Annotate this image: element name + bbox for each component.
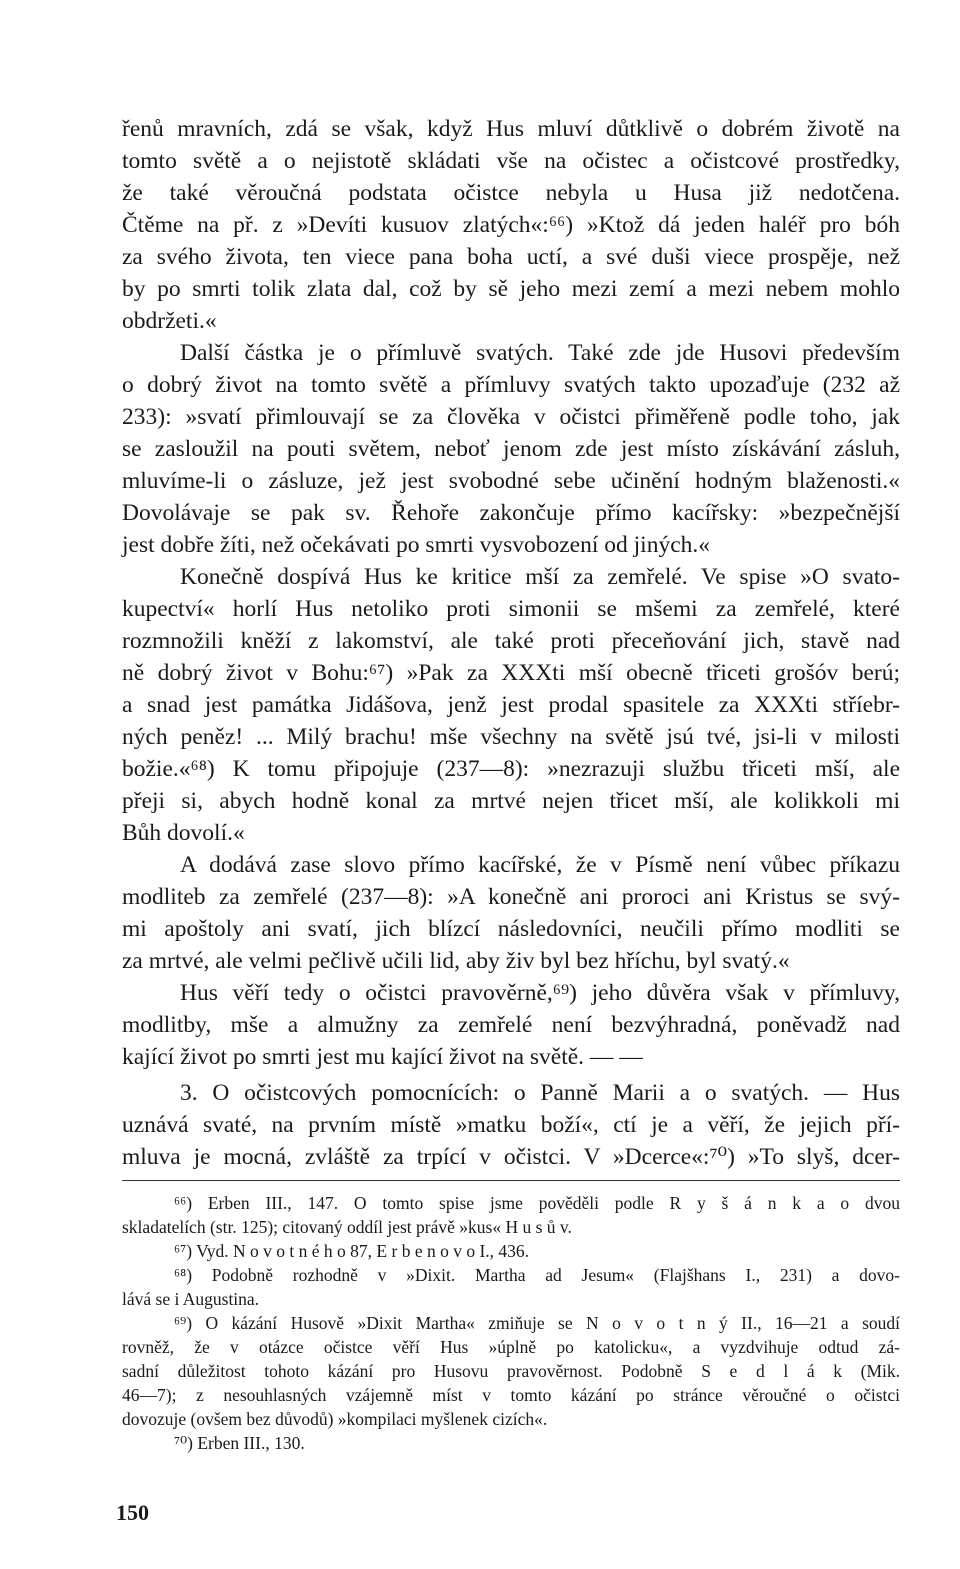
- text-line: obdržeti.«: [122, 308, 217, 334]
- text-line: řenů mravních, zdá se však, když Hus mluví důtklivě o dobrém životě na: [122, 116, 900, 142]
- text-line: modlitby, mše a almužny za zemřelé není bezvýhradná, poněvadž nad: [122, 1012, 900, 1038]
- paragraph-first-line: A dodává zase slovo přímo kacířské, že v Písmě není vůbec příkazu: [180, 852, 900, 878]
- text-line: za svého života, ten viece pana boha uctí, a své duši viece prospěje, než: [122, 244, 900, 270]
- text-line: že také věroučná podstata očistce nebyla u Husa již nedotčena.: [122, 180, 900, 206]
- paragraph-first-line: Další částka je o přímluvě svatých. Také zde jde Husovi především: [180, 340, 900, 366]
- text-line: se zasloužil na pouti světem, neboť jenom zde jest místo získávání zásluh,: [122, 436, 900, 462]
- text-line: božie.«⁶⁸) K tomu připojuje (237—8): »nezrazuji službu třiceti mší, ale: [122, 756, 900, 782]
- section-heading-line: 3. O očistcových pomocnících: o Panně Marii a o svatých. — Hus: [180, 1080, 900, 1106]
- text-line: jest dobře žíti, než očekávati po smrti vysvobození od jiných.«: [122, 532, 711, 558]
- footnote-line: ⁶⁸) Podobně rozhodně v »Dixit. Martha ad Jesum« (Flajšhans I., 231) a dovo-: [174, 1265, 900, 1285]
- footnote-line: ⁷⁰) Erben III., 130.: [174, 1433, 305, 1453]
- text-line: za mrtvé, ale velmi pečlivě učili lid, aby živ byl bez hříchu, byl svatý.«: [122, 948, 790, 974]
- text-line: Dovolávaje se pak sv. Řehoře zakončuje přímo kacířsky: »bezpečnější: [122, 500, 900, 526]
- page-number: 150: [116, 1500, 149, 1525]
- text-line: kupectví« horlí Hus netoliko proti simonii se mšemi za zemřelé, které: [122, 596, 900, 622]
- footnote-divider: [122, 1180, 900, 1181]
- footnote-line: rovněž, že v otázce očistce věří Hus »úplně po katolicku«, a vyzdvihuje odtud zá-: [122, 1337, 900, 1357]
- text-line: mluvíme-li o zásluze, jež jest svobodné sebe učinění hodným blaženosti.«: [122, 468, 900, 494]
- text-line: kající život po smrti jest mu kající život na světě. — —: [122, 1044, 643, 1070]
- footnote-line: ⁶⁶) Erben III., 147. O tomto spise jsme pověděli podle R y š á n k a o dvou: [174, 1193, 900, 1213]
- text-line: rozmnožili kněží z lakomství, ale také proti přeceňování jich, stavě nad: [122, 628, 900, 654]
- paragraph-first-line: Hus věří tedy o očistci pravověrně,⁶⁹) jeho důvěra však v přímluvy,: [180, 980, 900, 1006]
- text-line: modliteb za zemřelé (237—8): »A konečně ani proroci ani Kristus se svý-: [122, 884, 900, 910]
- footnote-line: ⁶⁹) O kázání Husově »Dixit Martha« zmiňuje se N o v o t n ý II., 16—21 a soudí: [174, 1313, 900, 1333]
- text-line: uznává svaté, na prvním místě »matku boží«, ctí je a věří, že jejich pří-: [122, 1112, 900, 1138]
- text-line: mluva je mocná, zvláště za trpící v očistci. V »Dcerce«:⁷⁰) »To slyš, dcer-: [122, 1144, 900, 1170]
- footnote-line: ⁶⁷) Vyd. N o v o t n é h o 87, E r b e n o v o I., 436.: [174, 1241, 530, 1261]
- footnote-line: lává se i Augustina.: [122, 1289, 260, 1309]
- text-line: mi apoštoly ani svatí, jich blízcí následovníci, neučili přímo modliti se: [122, 916, 900, 942]
- text-line: a snad jest památka Jidášova, jenž jest prodal spasitele za XXXti stříebr-: [122, 692, 900, 718]
- text-line: by po smrti tolik zlata dal, což by sě jeho mezi zemí a mezi nebem mohlo: [122, 276, 900, 302]
- text-line: 233): »svatí přimlouvají se za člověka v očistci přiměřeně podle toho, jak: [122, 404, 900, 430]
- text-line: Bůh dovolí.«: [122, 820, 245, 846]
- text-line: přeji si, abych hodně konal za mrtvé nejen třicet mší, ale kolikkoli mi: [122, 788, 900, 814]
- footnote-line: dovozuje (ovšem bez důvodů) »kompilaci myšlenek cizích«.: [122, 1409, 548, 1429]
- text-line: o dobrý život na tomto světě a přímluvy svatých takto upozaďuje (232 až: [122, 372, 900, 398]
- paragraph-first-line: Konečně dospívá Hus ke kritice mší za zemřelé. Ve spise »O svato-: [180, 564, 900, 590]
- footnote-line: 46—7); z nesouhlasných vzájemně míst v tomto kázání po stránce věroučné o očistci: [122, 1385, 900, 1405]
- text-line: tomto světě a o nejistotě skládati vše na očistec a očistcové prostředky,: [122, 148, 900, 174]
- text-line: ných peněz! ... Milý brachu! mše všechny na světě jsú tvé, jsi-li v milosti: [122, 724, 900, 750]
- footnote-line: skladatelích (str. 125); citovaný oddíl jest právě »kus« H u s ů v.: [122, 1217, 572, 1237]
- text-line: Čtěme na př. z »Devíti kusuov zlatých«:⁶⁶) »Ktož dá jeden haléř pro bóh: [122, 212, 900, 238]
- footnote-line: sadní důležitost tohoto kázání pro Husovu pravověrnost. Podobně S e d l á k (Mik.: [122, 1361, 900, 1381]
- text-line: ně dobrý život v Bohu:⁶⁷) »Pak za XXXti mší obecně třiceti grošóv berú;: [122, 660, 900, 686]
